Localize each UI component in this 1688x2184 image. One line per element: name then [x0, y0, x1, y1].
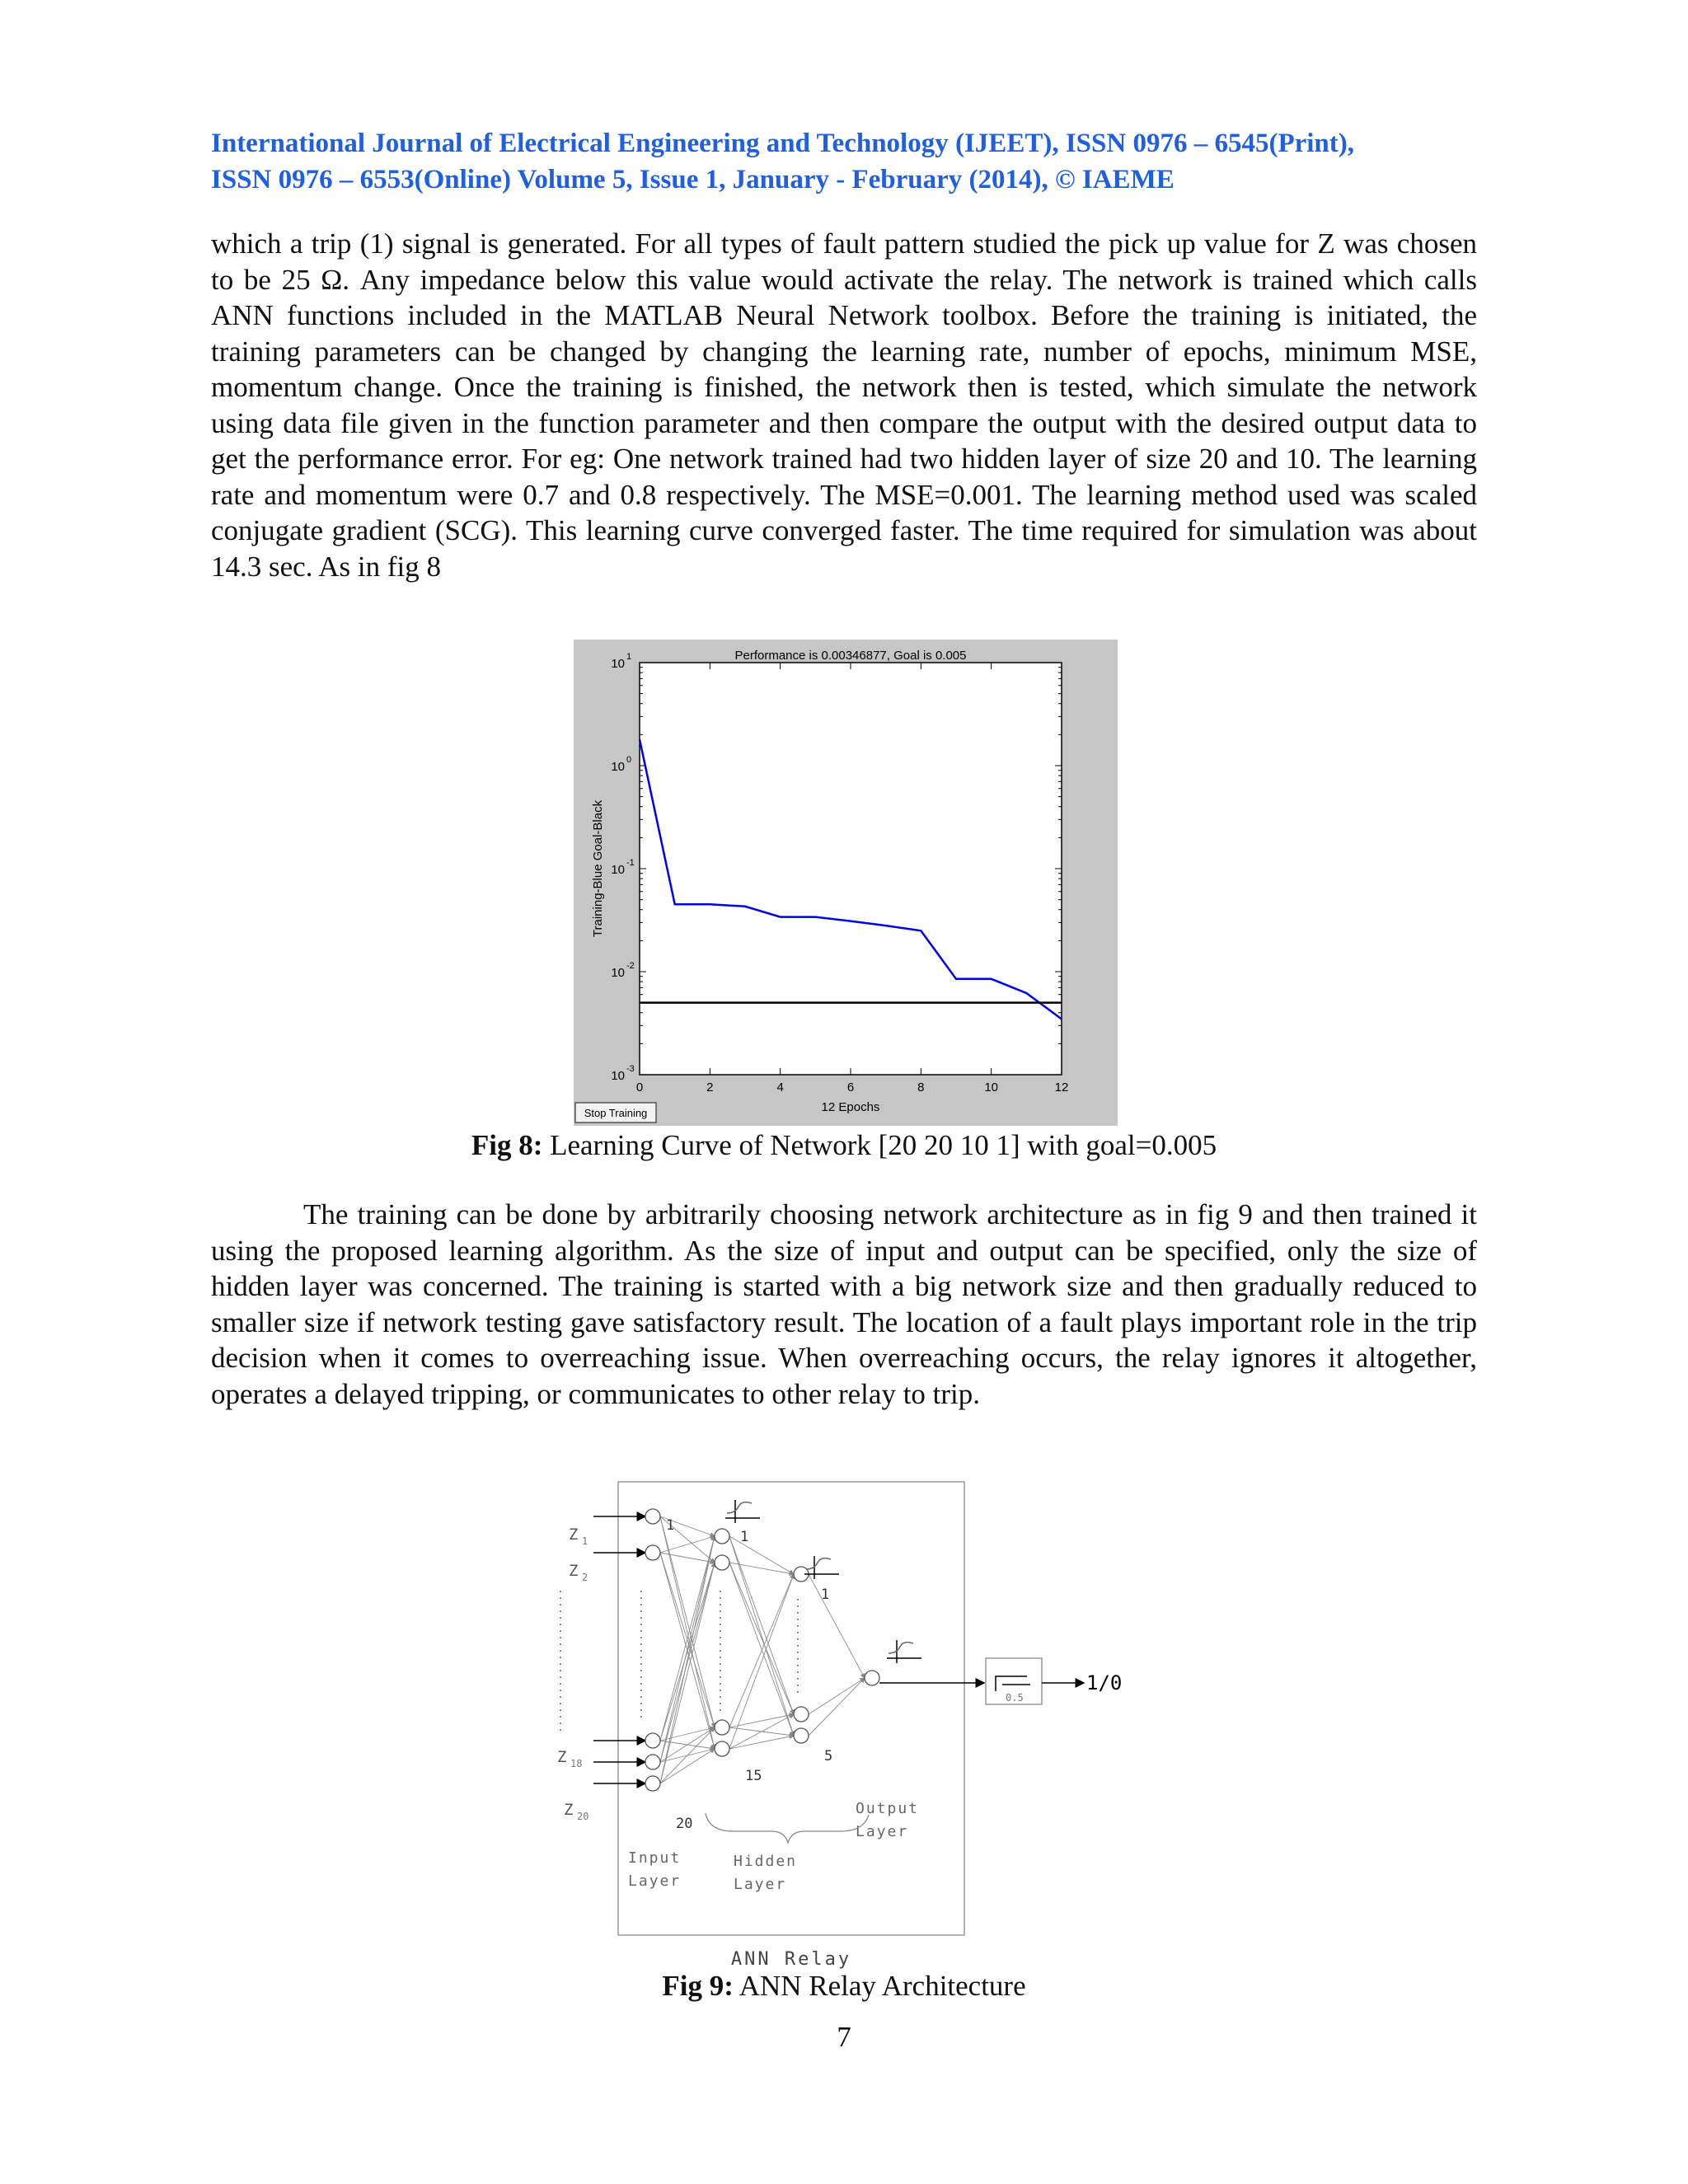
- output-value: 1/0: [1086, 1671, 1123, 1694]
- y-tick-exponent: -1: [626, 858, 635, 868]
- input-label-z20: Z: [564, 1801, 574, 1819]
- neuron-node: [645, 1509, 660, 1524]
- input-subscript-20: 20: [577, 1811, 589, 1822]
- x-tick-label: 8: [917, 1080, 925, 1094]
- x-tick-label: 10: [984, 1080, 999, 1094]
- journal-header: [211, 125, 1477, 198]
- input-subscript-18: 18: [570, 1758, 583, 1769]
- hidden1-first-node-number: 1: [740, 1529, 749, 1545]
- connection-line: [660, 1563, 715, 1783]
- x-tick-label: 2: [706, 1080, 714, 1094]
- journal-header-line1: International Journal of Electrical Engineering and Technology (IJEET), ISSN 0976 – 6545(Print),: [211, 129, 1354, 158]
- connection-line: [729, 1536, 794, 1714]
- connection-line: [729, 1563, 794, 1736]
- neuron-node: [645, 1755, 660, 1769]
- connection-line: [660, 1516, 715, 1727]
- connection-line: [809, 1574, 865, 1678]
- y-tick-exponent: -2: [626, 961, 635, 971]
- connection-line: [660, 1749, 715, 1783]
- activation-symbol-output: [887, 1640, 921, 1663]
- chart-ylabel: Training-Blue Goal-Black: [591, 799, 605, 938]
- connection-line: [660, 1536, 715, 1783]
- paragraph-1-text: which a trip (1) signal is generated. For all types of fault pattern studied the pick up value for Z was chosen to be 25 Ω. Any impedance below this value would activate the relay. The network is trained which calls ANN functions included in the MATLAB Neural Network toolbox. Before the training is initiated, the training parameters can be changed by changing the learning rate, number of epochs, minimum MSE, momentum change. Once the training is finished, the network then is tested, which simulate the network using data file given in the function parameter and then compare the output with the desired output data to get the performance error. For eg: One network trained had two hidden layer of size 20 and 10. The learning rate and momentum were 0.7 and 0.8 respectively. The MSE=0.001. The learning method used was scaled conjugate gradient (SCG). This learning curve converged faster. The time required for simulation was about 14.3 sec. As in fig 8: [211, 227, 1477, 583]
- hidden-layer-label-2: Layer: [734, 1876, 787, 1893]
- connection-line: [660, 1536, 715, 1553]
- input-subscript-2: 2: [582, 1572, 588, 1583]
- neuron-node: [715, 1741, 729, 1756]
- output-layer-label-1: Output: [856, 1800, 920, 1817]
- connection-line: [729, 1563, 794, 1714]
- paragraph-2-text: The training can be done by arbitrarily choosing network architecture as in fig 9 and then trained it using the proposed learning algorithm. As the size of input and output can be specified, only the size of hidden layer was concerned. The training is started with a big network size and then gradually reduced to smaller size if network testing gave satisfactory result. The location of a fault plays important role in the trip decision when it comes to overreaching issue. When overreaching occurs, the relay ignores it altogether, operates a delayed tripping, or communicates to other relay to trip.: [211, 1198, 1477, 1410]
- hidden1-last-node-number: 15: [745, 1768, 762, 1784]
- connection-line: [660, 1563, 715, 1762]
- y-tick-exponent: 0: [626, 755, 632, 765]
- page-number: 7: [837, 2021, 851, 2053]
- connection-line: [660, 1553, 715, 1563]
- hidden2-last-node-number: 5: [824, 1748, 833, 1765]
- connection-line: [660, 1536, 715, 1741]
- stop-training-button[interactable]: [575, 1103, 656, 1122]
- connection-line: [729, 1736, 794, 1749]
- chart-title: Performance is 0.00346877, Goal is 0.005: [734, 649, 967, 663]
- connection-line: [729, 1574, 794, 1749]
- hidden-layer-label-1: Hidden: [734, 1853, 798, 1870]
- x-tick-label: 0: [635, 1080, 644, 1094]
- fig9-caption: [0, 1968, 1688, 2004]
- neuron-node: [794, 1707, 809, 1722]
- step-function-icon: [996, 1676, 1030, 1691]
- fig9-caption-text: ANN Relay Architecture: [733, 1970, 1026, 2002]
- x-tick-label: 6: [846, 1080, 855, 1094]
- input-label-z1: Z: [569, 1526, 579, 1544]
- connection-line: [729, 1574, 794, 1727]
- stop-training-button-label[interactable]: Stop Training: [584, 1107, 648, 1119]
- ann-relay-title: ANN Relay: [730, 1949, 852, 1970]
- input-first-node-number: 1: [666, 1517, 675, 1534]
- connection-line: [660, 1553, 715, 1727]
- chart-xlabel: 12 Epochs: [821, 1100, 880, 1114]
- network-connections: [560, 1516, 984, 1783]
- neuron-node: [715, 1529, 729, 1544]
- input-label-z18: Z: [557, 1748, 567, 1766]
- x-tick-label: 12: [1054, 1080, 1069, 1094]
- connection-line: [660, 1727, 715, 1783]
- y-tick-label: 10: [611, 863, 625, 877]
- fig8-caption-label: Fig 8:: [471, 1129, 543, 1161]
- neuron-node: [865, 1671, 879, 1685]
- x-tick-label: 4: [776, 1080, 784, 1094]
- threshold-block: [986, 1658, 1042, 1704]
- paragraph-2: [211, 1197, 1477, 1412]
- neuron-node: [715, 1720, 729, 1735]
- connection-line: [729, 1536, 794, 1736]
- threshold-value: 0.5: [1006, 1692, 1024, 1704]
- input-subscript-1: 1: [582, 1535, 588, 1547]
- plot-area: [640, 663, 1062, 1075]
- neuron-node: [715, 1555, 729, 1570]
- input-layer-label-2: Layer: [628, 1872, 682, 1890]
- y-tick-exponent: -3: [626, 1064, 635, 1074]
- hidden-layer-brace: [706, 1813, 869, 1843]
- connection-line: [729, 1714, 794, 1749]
- learning-curve-figure: [574, 640, 1118, 1126]
- connection-line: [660, 1536, 715, 1762]
- y-tick-exponent: 1: [626, 652, 632, 662]
- ann-relay-diagram: [544, 1475, 1146, 1974]
- paragraph-1: [211, 226, 1477, 584]
- output-layer-label-2: Layer: [856, 1823, 909, 1840]
- y-tick-label: 10: [611, 760, 625, 774]
- neuron-node: [645, 1545, 660, 1560]
- connection-line: [729, 1714, 794, 1727]
- input-last-node-number: 20: [676, 1816, 693, 1832]
- neuron-node: [794, 1728, 809, 1743]
- fig9-caption-label: Fig 9:: [662, 1970, 734, 2002]
- y-tick-label: 10: [611, 657, 625, 671]
- journal-header-line2: ISSN 0976 – 6553(Online) Volume 5, Issue 1, January - February (2014), © IAEME: [211, 165, 1175, 194]
- input-layer-label-1: Input: [628, 1849, 682, 1867]
- network-neurons: [645, 1509, 879, 1791]
- hidden2-first-node-number: 1: [821, 1586, 830, 1603]
- y-tick-label: 10: [611, 966, 625, 980]
- input-label-z2: Z: [569, 1562, 579, 1580]
- connection-line: [809, 1678, 865, 1736]
- connection-line: [809, 1678, 865, 1714]
- activation-symbol-hidden1: [725, 1500, 760, 1523]
- fig8-caption: [0, 1127, 1688, 1164]
- fig8-caption-text: Learning Curve of Network [20 20 10 1] with goal=0.005: [542, 1129, 1217, 1161]
- y-tick-label: 10: [611, 1069, 625, 1083]
- neuron-node: [645, 1776, 660, 1791]
- neuron-node: [645, 1733, 660, 1748]
